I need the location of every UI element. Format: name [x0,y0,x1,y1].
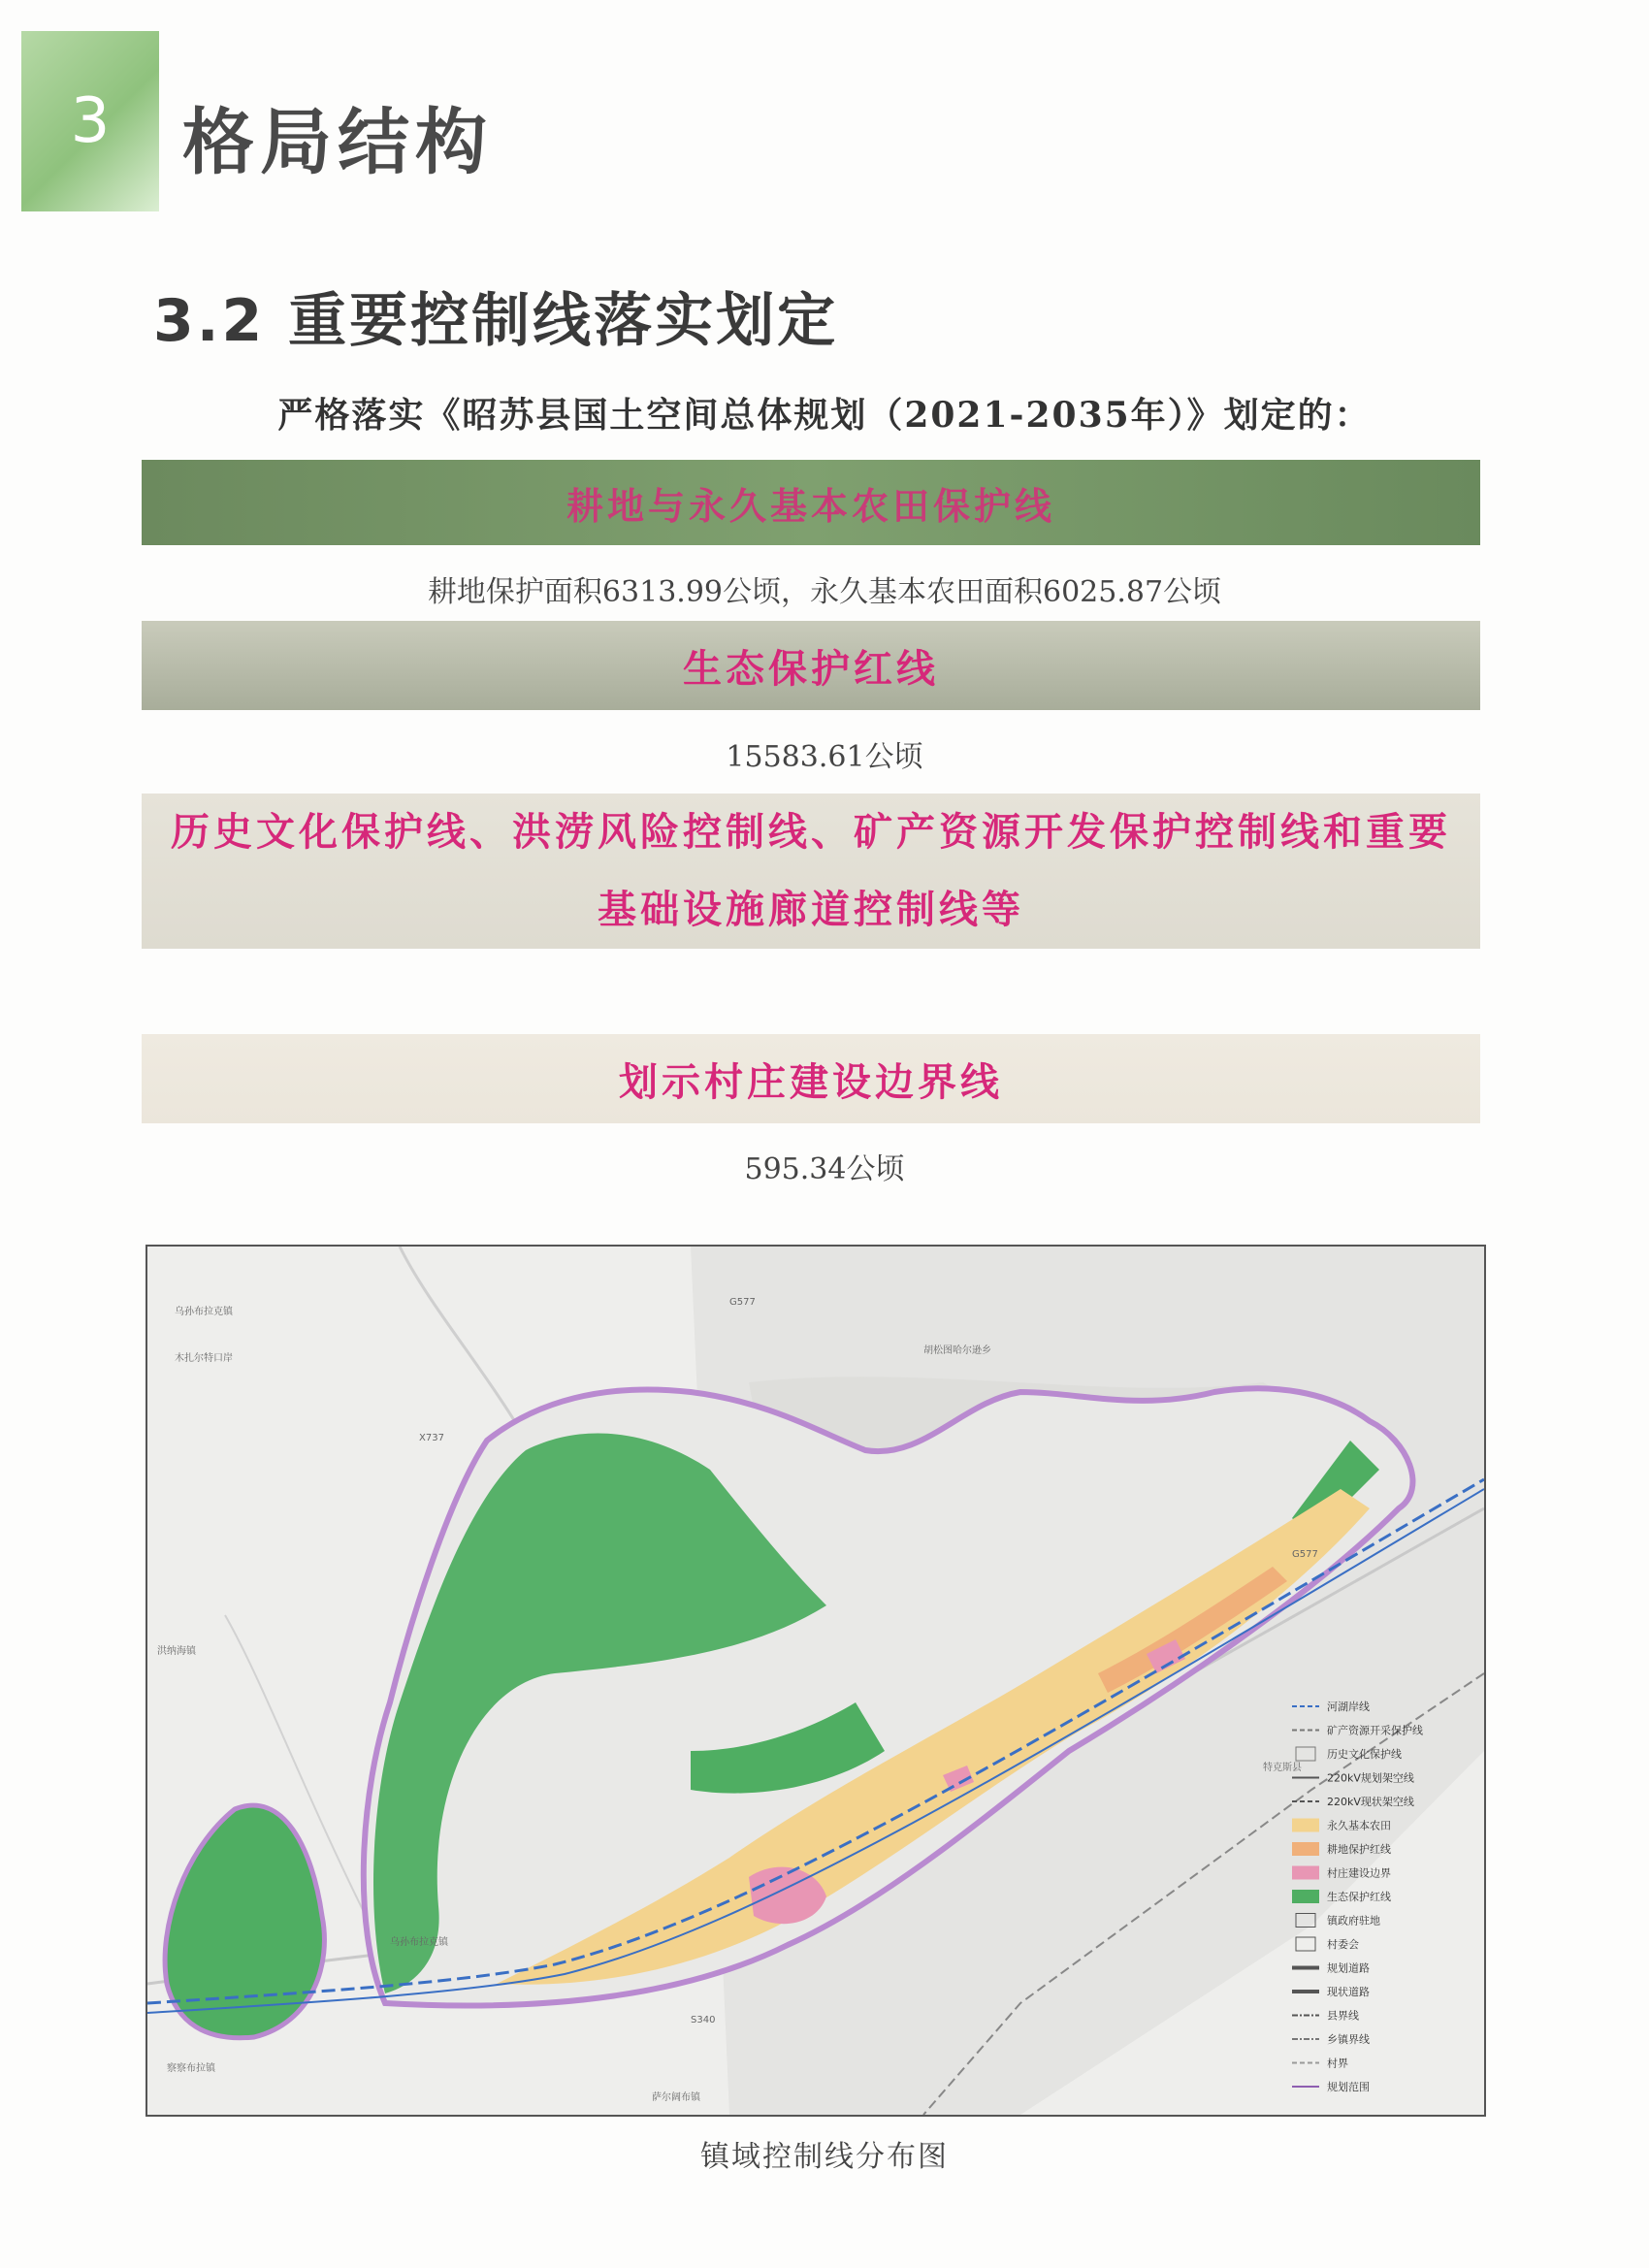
map-label-8: G577 [1292,1549,1318,1560]
band-other-lines [142,794,1480,949]
legend-label-4: 220kV现状架空线 [1327,1796,1414,1808]
legend-label-8: 生态保护红线 [1327,1891,1391,1903]
map-label-9: S340 [691,2015,716,2025]
map-label-0: 乌孙布拉克镇 [175,1307,233,1317]
map-label-2: X737 [419,1433,444,1443]
legend-label-12: 现状道路 [1327,1986,1370,1998]
band-other-lines-title: 历史文化保护线、洪涝风险控制线、矿产资源开发保护控制线和重要基础设施廊道控制线等 [171,810,1451,932]
map-label-11: 萨尔阔布镇 [652,2092,700,2103]
map-label-3: 胡松图哈尔逊乡 [923,1345,991,1356]
legend-label-16: 规划范围 [1327,2081,1370,2093]
map-label-10: 察察布拉镇 [167,2063,215,2074]
stat-village: 595.34公顷 [744,1152,905,1186]
band-village [142,1034,1480,1123]
legend-symbol-8 [1292,1890,1319,1903]
legend-label-13: 县界线 [1327,2009,1359,2023]
map-label-5: G577 [729,1297,756,1308]
legend-symbol-6 [1292,1842,1319,1856]
legend-label-10: 村委会 [1327,1938,1359,1951]
map-label-7: 乌孙布拉克镇 [390,1937,448,1948]
legend-label-15: 村界 [1327,2057,1348,2070]
legend-label-3: 220kV规划架空线 [1327,1771,1414,1785]
stat-farmland: 耕地保护面积6313.99公顷，永久基本农田面积6025.87公顷 [427,575,1222,609]
map-label-4: 特克斯县 [1263,1763,1302,1773]
band-village-title: 划示村庄建设边界线 [619,1059,1003,1105]
band-ecology [142,621,1480,710]
legend-label-6: 耕地保护红线 [1327,1843,1391,1856]
legend-label-11: 规划道路 [1327,1961,1370,1975]
stat-ecology: 15583.61公顷 [726,740,923,774]
chapter-number-box [21,31,159,211]
band-farmland-title: 耕地与永久基本农田保护线 [566,484,1055,528]
legend-symbol-7 [1292,1866,1319,1880]
legend-label-14: 乡镇界线 [1327,2033,1370,2046]
legend-label-0: 河湖岸线 [1327,1701,1370,1713]
legend-label-5: 永久基本农田 [1327,1819,1391,1832]
chapter-title: 格局结构 [182,101,493,184]
section-title: 3.2 重要控制线落实划定 [153,287,839,355]
band-farmland [142,460,1480,545]
chapter-number: 3 [70,85,111,157]
intro-text: 严格落实《昭苏县国土空间总体规划（2021-2035年）》划定的： [277,395,1372,436]
map-graphic [147,1247,1484,2115]
legend-label-7: 村庄建设边界 [1327,1866,1391,1880]
legend-label-9: 镇政府驻地 [1327,1914,1380,1928]
map-label-6: 洪纳海镇 [157,1646,196,1657]
band-ecology-title: 生态保护红线 [683,646,939,692]
legend-symbol-5 [1292,1819,1319,1832]
map-caption: 镇域控制线分布图 [700,2140,949,2174]
legend-label-2: 历史文化保护线 [1327,1748,1402,1761]
legend-label-1: 矿产资源开采保护线 [1327,1724,1423,1737]
control-line-map [146,1245,1486,2117]
map-label-1: 木扎尔特口岸 [175,1353,233,1364]
